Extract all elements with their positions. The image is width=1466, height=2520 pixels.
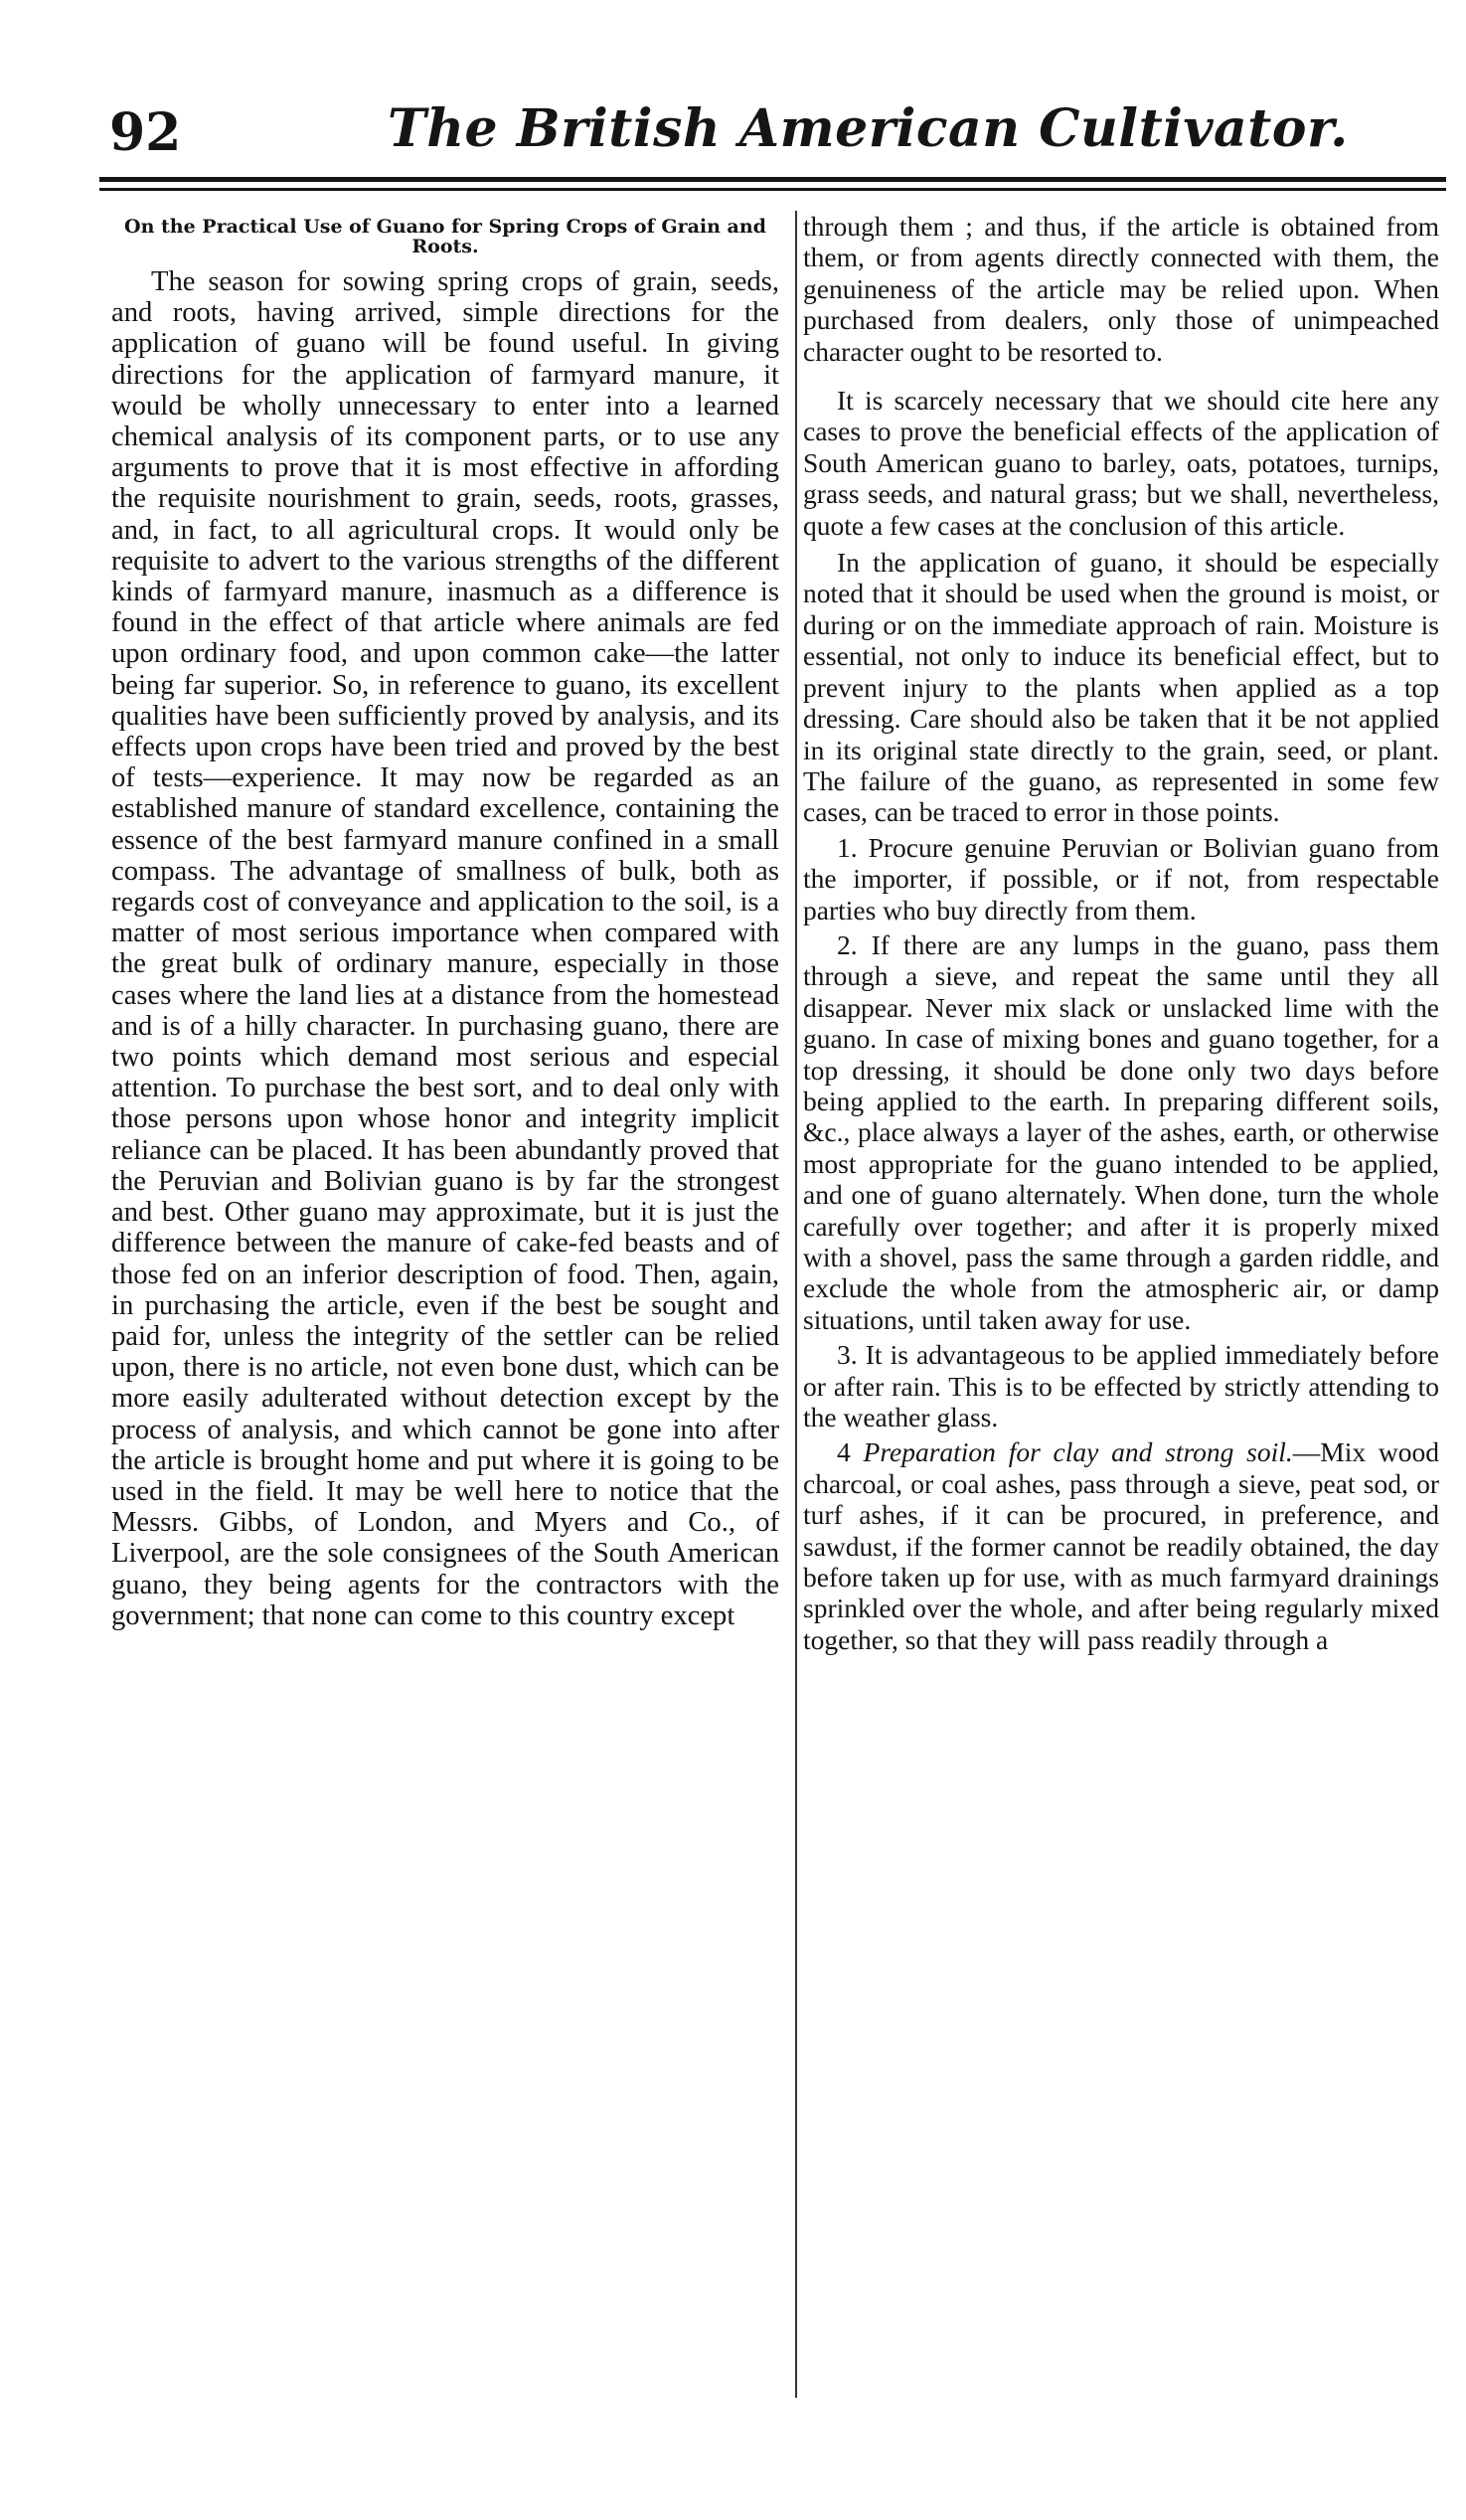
- numbered-direction-4: [803, 1436, 1439, 1655]
- header-rule-thin: [99, 188, 1446, 191]
- article-title: On the Practical Use of Guano for Spring Crops of Grain and Roots.: [124, 216, 766, 257]
- direction-text: —Mix wood charcoal, or coal ashes, pass through a sieve, peat sod, or turf ashes, if it can be procured, in preference, and sawdust, if the former cannot be readily obtained, the day before taken up for use, with as much farmyard drainings sprinkled over the whole, and after being regularly mixed together, so that they will pass readily through a: [803, 1436, 1439, 1655]
- running-title: The British American Cultivator.: [388, 98, 1349, 159]
- body-paragraph-continued: through them ; and thus, if the article is obtained from them, or from agents directly connected with them, the genuineness of the article may be relied upon. When purchased from dealers, only those of unimpeached character ought to be resorted to.: [803, 211, 1439, 367]
- page-number: 92: [109, 102, 182, 163]
- numbered-direction-1: 1. Procure genuine Peruvian or Bolivian guano from the importer, if possible, or if not, from respectable parties who buy directly from them.: [803, 831, 1439, 925]
- left-column: [111, 211, 779, 1631]
- body-paragraph: It is scarcely necessary that we should cite here any cases to prove the beneficial effects of the application of South American guano to barley, oats, potatoes, turnips, grass seeds, and natural grass; but we shall, nevertheless, quote a few cases at the conclusion of this article.: [803, 385, 1439, 541]
- body-paragraph: In the application of guano, it should be especially noted that it should be used when the ground is moist, or during or on the immediate approach of rain. Moisture is essential, not only to induce its beneficial effect, but to prevent injury to the plants when applied as a top dressing. Care should also be taken that it be not applied in its original state directly to the grain, seed, or plant. The failure of the guano, as represented in some few cases, can be traced to error in those points.: [803, 547, 1439, 828]
- numbered-direction-2: 2. If there are any lumps in the guano, pass them through a sieve, and repeat the same until they all disappear. Never mix slack or unslacked lime with the guano. In case of mixing bones and guano together, for a top dressing, it should be done only two days before being applied to the earth. In preparing different soils, &c., place always a layer of the ashes, earth, or otherwise most appropriate for the guano intended to be applied, and one of guano alternately. When done, turn the whole carefully over together; and after it is properly mixed with a shovel, pass the same through a garden riddle, and exclude the whole from the atmospheric air, or damp situations, until taken away for use.: [803, 928, 1439, 1335]
- header-rule-thick: [99, 177, 1446, 182]
- direction-number: 4: [837, 1436, 851, 1468]
- body-paragraph: The season for sowing spring crops of grain, seeds, and roots, having arrived, simple directions for the application of guano will be found useful. In giving directions for the application of farmyard manure, it would be wholly unnecessary to enter into a learned chemical analysis of its component parts, or to use any arguments to prove that it is most effective in affording the requisite nourishment to grain, seeds, roots, grasses, and, in fact, to all agricultural crops. It would only be requisite to advert to the various strengths of the different kinds of farmyard manure, inasmuch as a difference is found in the effect of that article where animals are fed upon ordinary food, and upon common cake—the latter being far superior. So, in reference to guano, its excellent qualities have been sufficiently proved by analysis, and its effects upon crops have been tried and proved by the best of tests—experience. It may now be regarded as an established manure of standard excellence, containing the essence of the best farmyard manure confined in a small compass. The advantage of smallness of bulk, both as regards cost of conveyance and application to the soil, is a matter of most serious importance when compared with the great bulk of ordinary manure, especially in those cases where the land lies at a distance from the homestead and is of a hilly character. In purchasing guano, there are two points which demand most serious and especial attention. To purchase the best sort, and to deal only with those persons upon whose honor and integrity implicit reliance can be placed. It has been abundantly proved that the Peruvian and Bolivian guano is by far the strongest and best. Other guano may approximate, but it is just the difference between the manure of cake-fed beasts and of those fed on an inferior description of food. Then, again, in purchasing the article, even if the best be sought and paid for, unless the integrity of the settler can be relied upon, there is no article, not even bone dust, which can be more easily adulterated without detection except by the process of analysis, and which cannot be gone into after the article is brought home and put where it is going to be used in the field. It may be well here to notice that the Messrs. Gibbs, of London, and Myers and Co., of Liverpool, are the sole consignees of the South American guano, they being agents for the contractors with the government; that none can come to this country except: [111, 266, 779, 1631]
- numbered-direction-3: 3. It is advantageous to be applied immediately before or after rain. This is to be effected by strictly attending to the weather glass.: [803, 1339, 1439, 1433]
- direction-heading: Preparation for clay and strong soil.: [863, 1436, 1293, 1468]
- column-divider: [795, 211, 797, 2398]
- right-column: [803, 211, 1439, 1655]
